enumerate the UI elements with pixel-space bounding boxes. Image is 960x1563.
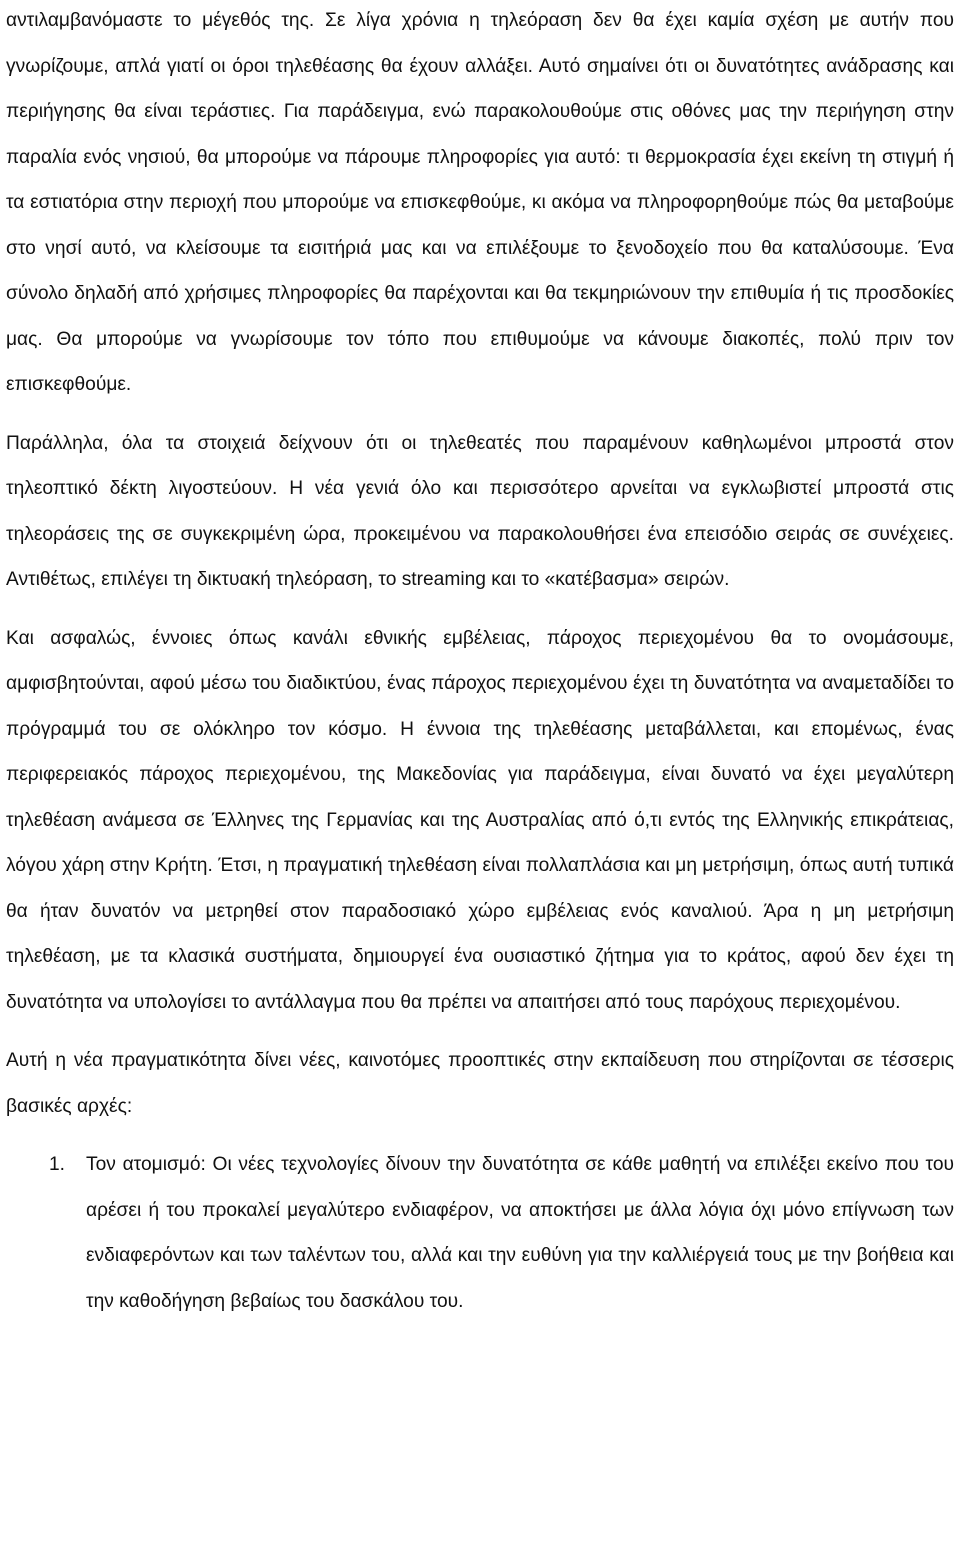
paragraph: Και ασφαλώς, έννοιες όπως κανάλι εθνικής εμβέλειας, πάροχος περιεχομένου θα το ονομάσουμε, αμφισβητούνται, αφού μέσω του διαδικτύου, ένας πάροχος περιεχομένου έχει τη δυνατότητα να αναμεταδίδει το πρόγραμμά του σε ολόκληρο τον κόσμο. Η έννοια της τηλεθέασης μεταβάλλεται, και επομένως, ένας περιφερειακός πάροχος περιεχομένου, της Μακεδονίας για παράδειγμα, είναι δυνατό να έχει μεγαλύτερη τηλεθέαση ανάμεσα σε Έλληνες της Γερμανίας και της Αυστραλίας από ό,τι εντός της Ελληνικής επικράτειας, λόγου χάρη στην Κρήτη. Έτσι, η πραγματική τηλεθέαση είναι πολλαπλάσια και μη μετρήσιμη, όπως αυτή τυπικά θα ήταν δυνατόν να μετρηθεί στον παραδοσιακό χώρο εμβέλειας ενός καναλιού. Άρα η μη μετρήσιμη τηλεθέαση, με τα κλασικά συστήματα, δημιουργεί ένα ουσιαστικό ζήτημα για το κράτος, αφού δεν έχει τη δυνατότητα να υπολογίσει το αντάλλαγμα που θα πρέπει να απαιτήσει από τους παρόχους περιεχομένου. <box>6 627 954 1013</box>
numbered-list <box>6 1142 954 1324</box>
document-page <box>6 0 954 1324</box>
paragraph: Παράλληλα, όλα τα στοιχειά δείχνουν ότι οι τηλεθεατές που παραμένουν καθηλωμένοι μπροστά στον τηλεοπτικό δέκτη λιγοστεύουν. Η νέα γενιά όλο και περισσότερο αρνείται να εγκλωβιστεί μπροστά στις τηλεοράσεις της σε συγκεκριμένη ώρα, προκειμένου να παρακολουθήσει ένα επεισόδιο σειράς σε συνέχειες. Αντιθέτως, επιλέγει τη δικτυακή τηλεόραση, το streaming και το «κατέβασμα» σειρών. <box>6 432 954 590</box>
paragraph: αντιλαμβανόμαστε το μέγεθός της. Σε λίγα χρόνια η τηλεόραση δεν θα έχει καμία σχέση με αυτήν που γνωρίζουμε, απλά γιατί οι όροι τηλεθέασης θα έχουν αλλάξει. Αυτό σημαίνει ότι οι δυνατότητες ανάδρασης και περιήγησης θα είναι τεράστιες. Για παράδειγμα, ενώ παρακολουθούμε στις οθόνες μας την περιήγηση στην παραλία ενός νησιού, θα μπορούμε να πάρουμε πληροφορίες για αυτό: τι θερμοκρασία έχει εκείνη τη στιγμή ή τα εστιατόρια στην περιοχή που μπορούμε να επισκεφθούμε, κι ακόμα να πληροφορηθούμε πώς θα μεταβούμε στο νησί αυτό, να κλείσουμε τα εισιτήριά μας και να επιλέξουμε το ξενοδοχείο που θα καταλύσουμε. Ένα σύνολο δηλαδή από χρήσιμες πληροφορίες θα παρέχονται και θα τεκμηριώνουν την επιθυμία ή τις προσδοκίες μας. Θα μπορούμε να γνωρίσουμε τον τόπο που επιθυμούμε να κάνουμε διακοπές, πολύ πριν τον επισκεφθούμε. <box>6 10 954 395</box>
paragraph: Αυτή η νέα πραγματικότητα δίνει νέες, καινοτόμες προοπτικές στην εκπαίδευση που στηρίζονται σε τέσσερις βασικές αρχές: <box>6 1050 954 1117</box>
list-item-text: Τον ατομισμό: Οι νέες τεχνολογίες δίνουν την δυνατότητα σε κάθε μαθητή να επιλέξει εκείνο που του αρέσει ή του προκαλεί μεγαλύτερο ενδιαφέρον, να αποκτήσει με άλλα λόγια όχι μόνο επίγνωση των ενδιαφερόντων και των ταλέντων του, αλλά και την ευθύνη για την καλλιέργειά τους με την βοήθεια και την καθοδήγηση βεβαίως του δασκάλου του. <box>86 1154 954 1312</box>
list-item <box>6 1142 954 1324</box>
list-item-number: 1. <box>49 1154 66 1175</box>
